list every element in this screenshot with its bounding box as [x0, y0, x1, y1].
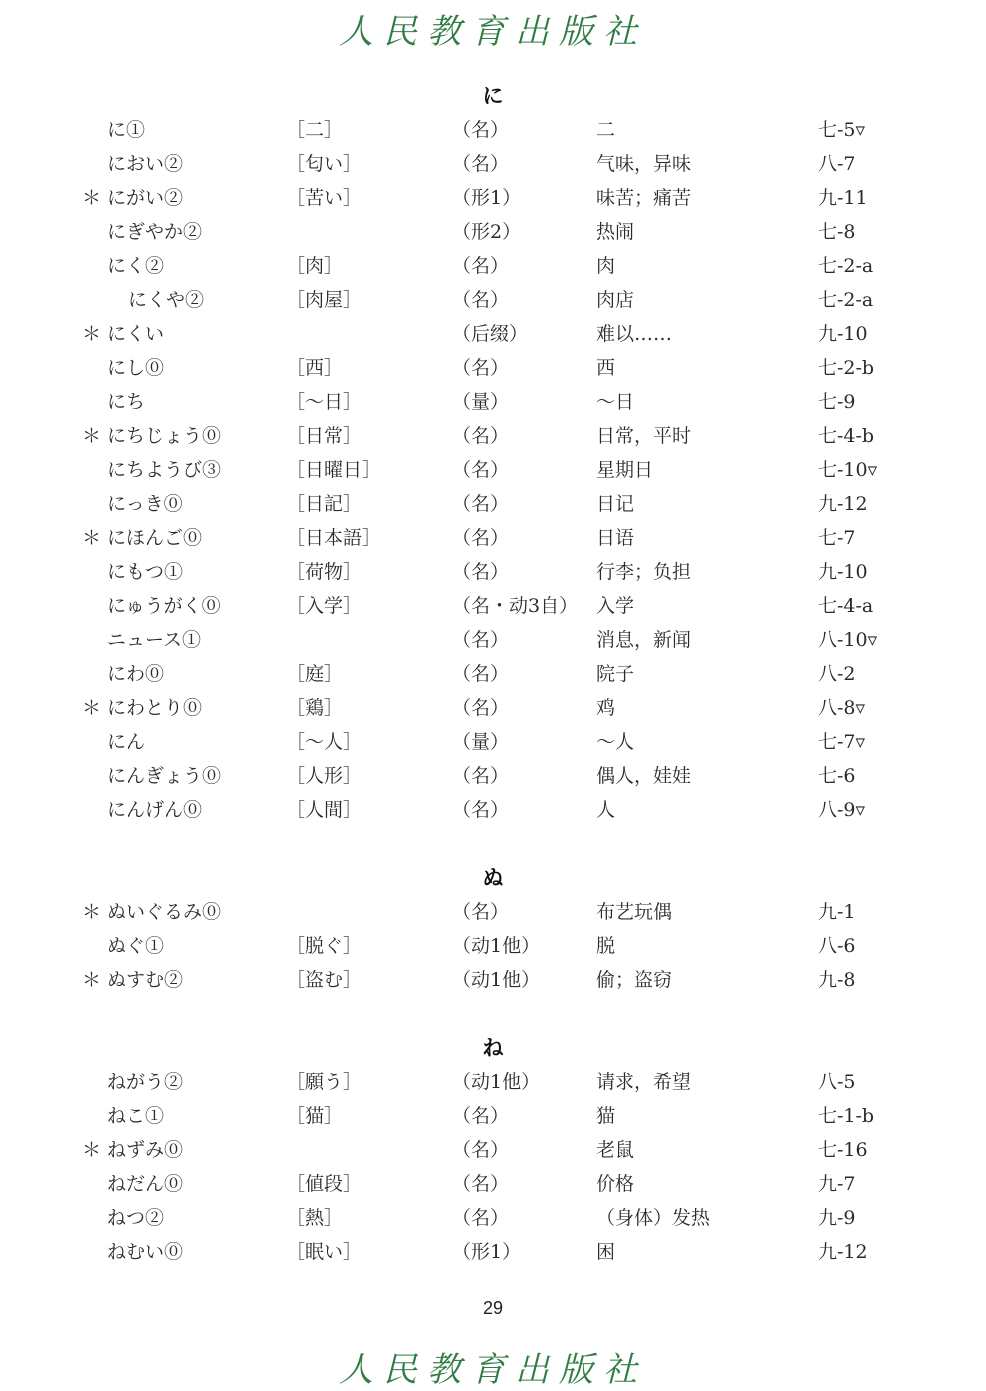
entry-meaning: 鸡	[596, 697, 616, 719]
entry-part-of-speech: （形2）	[452, 221, 522, 243]
entry-meaning: 西	[596, 357, 616, 379]
new-word-marker: ＊	[82, 527, 102, 549]
new-word-marker: ＊	[82, 969, 102, 991]
entry-meaning: 日常，平时	[596, 425, 692, 447]
entry-meaning: 星期日	[596, 459, 654, 481]
entry-lesson-ref: 七-7	[818, 527, 856, 549]
entry-kanji: ［～人］	[286, 731, 363, 753]
entry-part-of-speech: （动1他）	[452, 935, 541, 957]
entry-meaning: 困	[596, 1241, 616, 1263]
entry-meaning: 院子	[596, 663, 635, 685]
entry-kanji: ［鶏］	[286, 697, 344, 719]
vocab-entry	[0, 419, 986, 453]
vocab-entry	[0, 147, 986, 181]
entry-lesson-ref: 八-2	[818, 663, 856, 685]
entry-word: にんぎょう⓪	[107, 765, 222, 787]
entry-kanji: ［日曜日］	[286, 459, 382, 481]
vocab-entry	[0, 487, 986, 521]
entry-part-of-speech: （名）	[452, 561, 510, 583]
vocab-entry	[0, 623, 986, 657]
entry-word: ねだん⓪	[107, 1173, 184, 1195]
entry-kanji: ［猫］	[286, 1105, 344, 1127]
vocab-entry	[0, 1065, 986, 1099]
entry-lesson-ref: 九-1	[818, 901, 856, 923]
entry-kanji: ［願う］	[286, 1071, 363, 1093]
entry-meaning: 消息，新闻	[596, 629, 692, 651]
vocab-entry	[0, 521, 986, 555]
publisher-logo-top: 人民教育出版社	[339, 12, 647, 52]
entry-kanji: ［人間］	[286, 799, 363, 821]
entry-part-of-speech: （量）	[452, 731, 510, 753]
entry-lesson-ref: 七-16	[818, 1139, 868, 1161]
entry-lesson-ref: 九-10	[818, 323, 868, 345]
entry-part-of-speech: （名）	[452, 1207, 510, 1229]
entry-part-of-speech: （名）	[452, 799, 510, 821]
entry-kanji: ［眠い］	[286, 1241, 363, 1263]
vocab-entry	[0, 725, 986, 759]
entry-meaning: 偷；盗窃	[596, 969, 673, 991]
entry-word: ニュース①	[107, 629, 202, 651]
entry-lesson-ref: 七-4-a	[818, 595, 874, 617]
entry-kanji: ［熱］	[286, 1207, 344, 1229]
vocab-entry	[0, 1201, 986, 1235]
vocab-entry	[0, 963, 986, 997]
publisher-logo-bottom: 人民教育出版社	[339, 1350, 647, 1390]
entry-lesson-ref: 七-2-a	[818, 255, 874, 277]
new-word-marker: ＊	[82, 425, 102, 447]
entry-meaning: 气味，异味	[596, 153, 692, 175]
vocab-entry	[0, 691, 986, 725]
entry-lesson-ref: 九-10	[818, 561, 868, 583]
entry-part-of-speech: （名）	[452, 901, 510, 923]
entry-word: にがい②	[107, 187, 184, 209]
entry-lesson-ref: 七-2-b	[818, 357, 875, 379]
entry-meaning: 老鼠	[596, 1139, 635, 1161]
vocab-entry	[0, 113, 986, 147]
entry-lesson-ref: 七-9	[818, 391, 856, 413]
entry-meaning: 难以……	[596, 323, 673, 345]
entry-part-of-speech: （名）	[452, 459, 510, 481]
vocab-entry	[0, 385, 986, 419]
entry-word: にっき⓪	[107, 493, 183, 515]
entry-lesson-ref: 九-9	[818, 1207, 856, 1229]
entry-part-of-speech: （形1）	[452, 1241, 522, 1263]
vocab-entry	[0, 589, 986, 623]
section-heading: に	[482, 84, 504, 108]
entry-lesson-ref: 八-7	[818, 153, 856, 175]
entry-lesson-ref: 七-4-b	[818, 425, 875, 447]
entry-kanji: ［人形］	[286, 765, 363, 787]
entry-part-of-speech: （名）	[452, 357, 510, 379]
vocab-entry	[0, 1099, 986, 1133]
entry-word: にわ⓪	[107, 663, 165, 685]
vocab-entry	[0, 1133, 986, 1167]
entry-lesson-ref: 八-8▿	[818, 697, 866, 719]
entry-word: にん	[107, 731, 146, 753]
entry-lesson-ref: 七-2-a	[818, 289, 874, 311]
entry-part-of-speech: （后缀）	[452, 323, 529, 345]
vocab-entry	[0, 317, 986, 351]
entry-meaning: 热闹	[596, 221, 635, 243]
entry-lesson-ref: 七-5▿	[818, 119, 866, 141]
entry-meaning: 偶人，娃娃	[596, 765, 692, 787]
vocab-entry	[0, 895, 986, 929]
entry-part-of-speech: （名・动3自）	[452, 595, 579, 617]
entry-word: ねこ①	[107, 1105, 165, 1127]
entry-word: ぬいぐるみ⓪	[107, 901, 222, 923]
entry-word: におい②	[107, 153, 184, 175]
entry-part-of-speech: （名）	[452, 289, 510, 311]
new-word-marker: ＊	[82, 187, 102, 209]
entry-word: にち	[107, 391, 146, 413]
entry-meaning: 入学	[596, 595, 635, 617]
vocab-entry	[0, 181, 986, 215]
entry-kanji: ［盗む］	[286, 969, 363, 991]
entry-meaning: 肉	[596, 255, 616, 277]
entry-lesson-ref: 九-7	[818, 1173, 856, 1195]
entry-lesson-ref: 八-5	[818, 1071, 856, 1093]
entry-part-of-speech: （名）	[452, 255, 510, 277]
entry-kanji: ［脱ぐ］	[286, 935, 363, 957]
entry-part-of-speech: （名）	[452, 1173, 510, 1195]
entry-lesson-ref: 九-8	[818, 969, 856, 991]
entry-kanji: ［西］	[286, 357, 344, 379]
entry-kanji: ［苦い］	[286, 187, 363, 209]
entry-word: ねがう②	[107, 1071, 184, 1093]
entry-kanji: ［荷物］	[286, 561, 363, 583]
entry-word: ぬすむ②	[107, 969, 184, 991]
entry-kanji: ［日記］	[286, 493, 363, 515]
entry-meaning: ～人	[596, 731, 635, 753]
entry-meaning: 价格	[596, 1173, 635, 1195]
vocab-entry	[0, 555, 986, 589]
entry-part-of-speech: （名）	[452, 493, 510, 515]
entry-kanji: ［日常］	[286, 425, 363, 447]
entry-word: にくや②	[128, 289, 205, 311]
entry-word: にほんご⓪	[107, 527, 203, 549]
vocab-entry	[0, 759, 986, 793]
page-number: 29	[482, 1298, 504, 1318]
entry-kanji: ［値段］	[286, 1173, 363, 1195]
vocab-entry	[0, 351, 986, 385]
entry-meaning: 味苦；痛苦	[596, 187, 692, 209]
entry-word: にちじょう⓪	[107, 425, 222, 447]
new-word-marker: ＊	[82, 1139, 102, 1161]
entry-lesson-ref: 七-8	[818, 221, 856, 243]
entry-lesson-ref: 七-6	[818, 765, 856, 787]
entry-lesson-ref: 七-1-b	[818, 1105, 875, 1127]
entry-part-of-speech: （名）	[452, 153, 510, 175]
entry-meaning: 二	[596, 119, 616, 141]
entry-meaning: 行李；负担	[596, 561, 692, 583]
vocab-entry	[0, 1235, 986, 1269]
entry-meaning: 人	[596, 799, 616, 821]
entry-part-of-speech: （名）	[452, 527, 510, 549]
vocab-entry	[0, 1167, 986, 1201]
entry-word: にんげん⓪	[107, 799, 203, 821]
entry-word: ぬぐ①	[107, 935, 165, 957]
entry-meaning: （身体）发热	[596, 1207, 711, 1229]
vocab-entry	[0, 283, 986, 317]
entry-kanji: ［肉屋］	[286, 289, 363, 311]
entry-word: にぎやか②	[107, 221, 203, 243]
vocab-entry	[0, 215, 986, 249]
entry-word: にし⓪	[107, 357, 165, 379]
entry-part-of-speech: （名）	[452, 119, 510, 141]
entry-part-of-speech: （名）	[452, 425, 510, 447]
new-word-marker: ＊	[82, 901, 102, 923]
vocab-entry	[0, 657, 986, 691]
entry-kanji: ［庭］	[286, 663, 344, 685]
entry-part-of-speech: （形1）	[452, 187, 522, 209]
entry-part-of-speech: （名）	[452, 1105, 510, 1127]
entry-part-of-speech: （名）	[452, 765, 510, 787]
entry-word: に①	[107, 119, 146, 141]
entry-lesson-ref: 七-7▿	[818, 731, 866, 753]
entry-part-of-speech: （动1他）	[452, 969, 541, 991]
entry-meaning: 日语	[596, 527, 635, 549]
entry-word: にちようび③	[107, 459, 222, 481]
entry-lesson-ref: 七-10▿	[818, 459, 878, 481]
entry-lesson-ref: 九-12	[818, 493, 868, 515]
entry-word: にくい	[107, 323, 165, 345]
section-heading: ぬ	[482, 866, 504, 890]
entry-meaning: ～日	[596, 391, 635, 413]
entry-word: にゅうがく⓪	[107, 595, 221, 617]
entry-kanji: ［二］	[286, 119, 344, 141]
entry-kanji: ［日本語］	[286, 527, 382, 549]
new-word-marker: ＊	[82, 323, 102, 345]
entry-part-of-speech: （量）	[452, 391, 510, 413]
entry-meaning: 布艺玩偶	[596, 901, 673, 923]
entry-word: にわとり⓪	[107, 697, 203, 719]
entry-lesson-ref: 八-6	[818, 935, 856, 957]
entry-word: ねつ②	[107, 1207, 165, 1229]
entry-meaning: 请求，希望	[596, 1071, 692, 1093]
entry-part-of-speech: （动1他）	[452, 1071, 541, 1093]
entry-word: ねずみ⓪	[107, 1139, 184, 1161]
entry-meaning: 肉店	[596, 289, 635, 311]
entry-lesson-ref: 九-11	[818, 187, 868, 209]
entry-word: ねむい⓪	[107, 1241, 184, 1263]
vocab-entry	[0, 929, 986, 963]
entry-kanji: ［～日］	[286, 391, 363, 413]
entry-lesson-ref: 九-12	[818, 1241, 868, 1263]
entry-kanji: ［肉］	[286, 255, 344, 277]
entry-part-of-speech: （名）	[452, 697, 510, 719]
entry-lesson-ref: 八-9▿	[818, 799, 866, 821]
entry-word: にく②	[107, 255, 165, 277]
entry-part-of-speech: （名）	[452, 663, 510, 685]
entry-word: にもつ①	[107, 561, 184, 583]
entry-meaning: 日记	[596, 493, 635, 515]
entry-lesson-ref: 八-10▿	[818, 629, 878, 651]
vocab-entry	[0, 249, 986, 283]
entry-part-of-speech: （名）	[452, 629, 510, 651]
entry-part-of-speech: （名）	[452, 1139, 510, 1161]
entry-meaning: 脱	[596, 935, 616, 957]
vocab-entry	[0, 453, 986, 487]
entry-kanji: ［匂い］	[286, 153, 363, 175]
entry-kanji: ［入学］	[286, 595, 363, 617]
entry-meaning: 猫	[596, 1105, 616, 1127]
new-word-marker: ＊	[82, 697, 102, 719]
section-heading: ね	[482, 1036, 504, 1060]
vocab-entry	[0, 793, 986, 827]
